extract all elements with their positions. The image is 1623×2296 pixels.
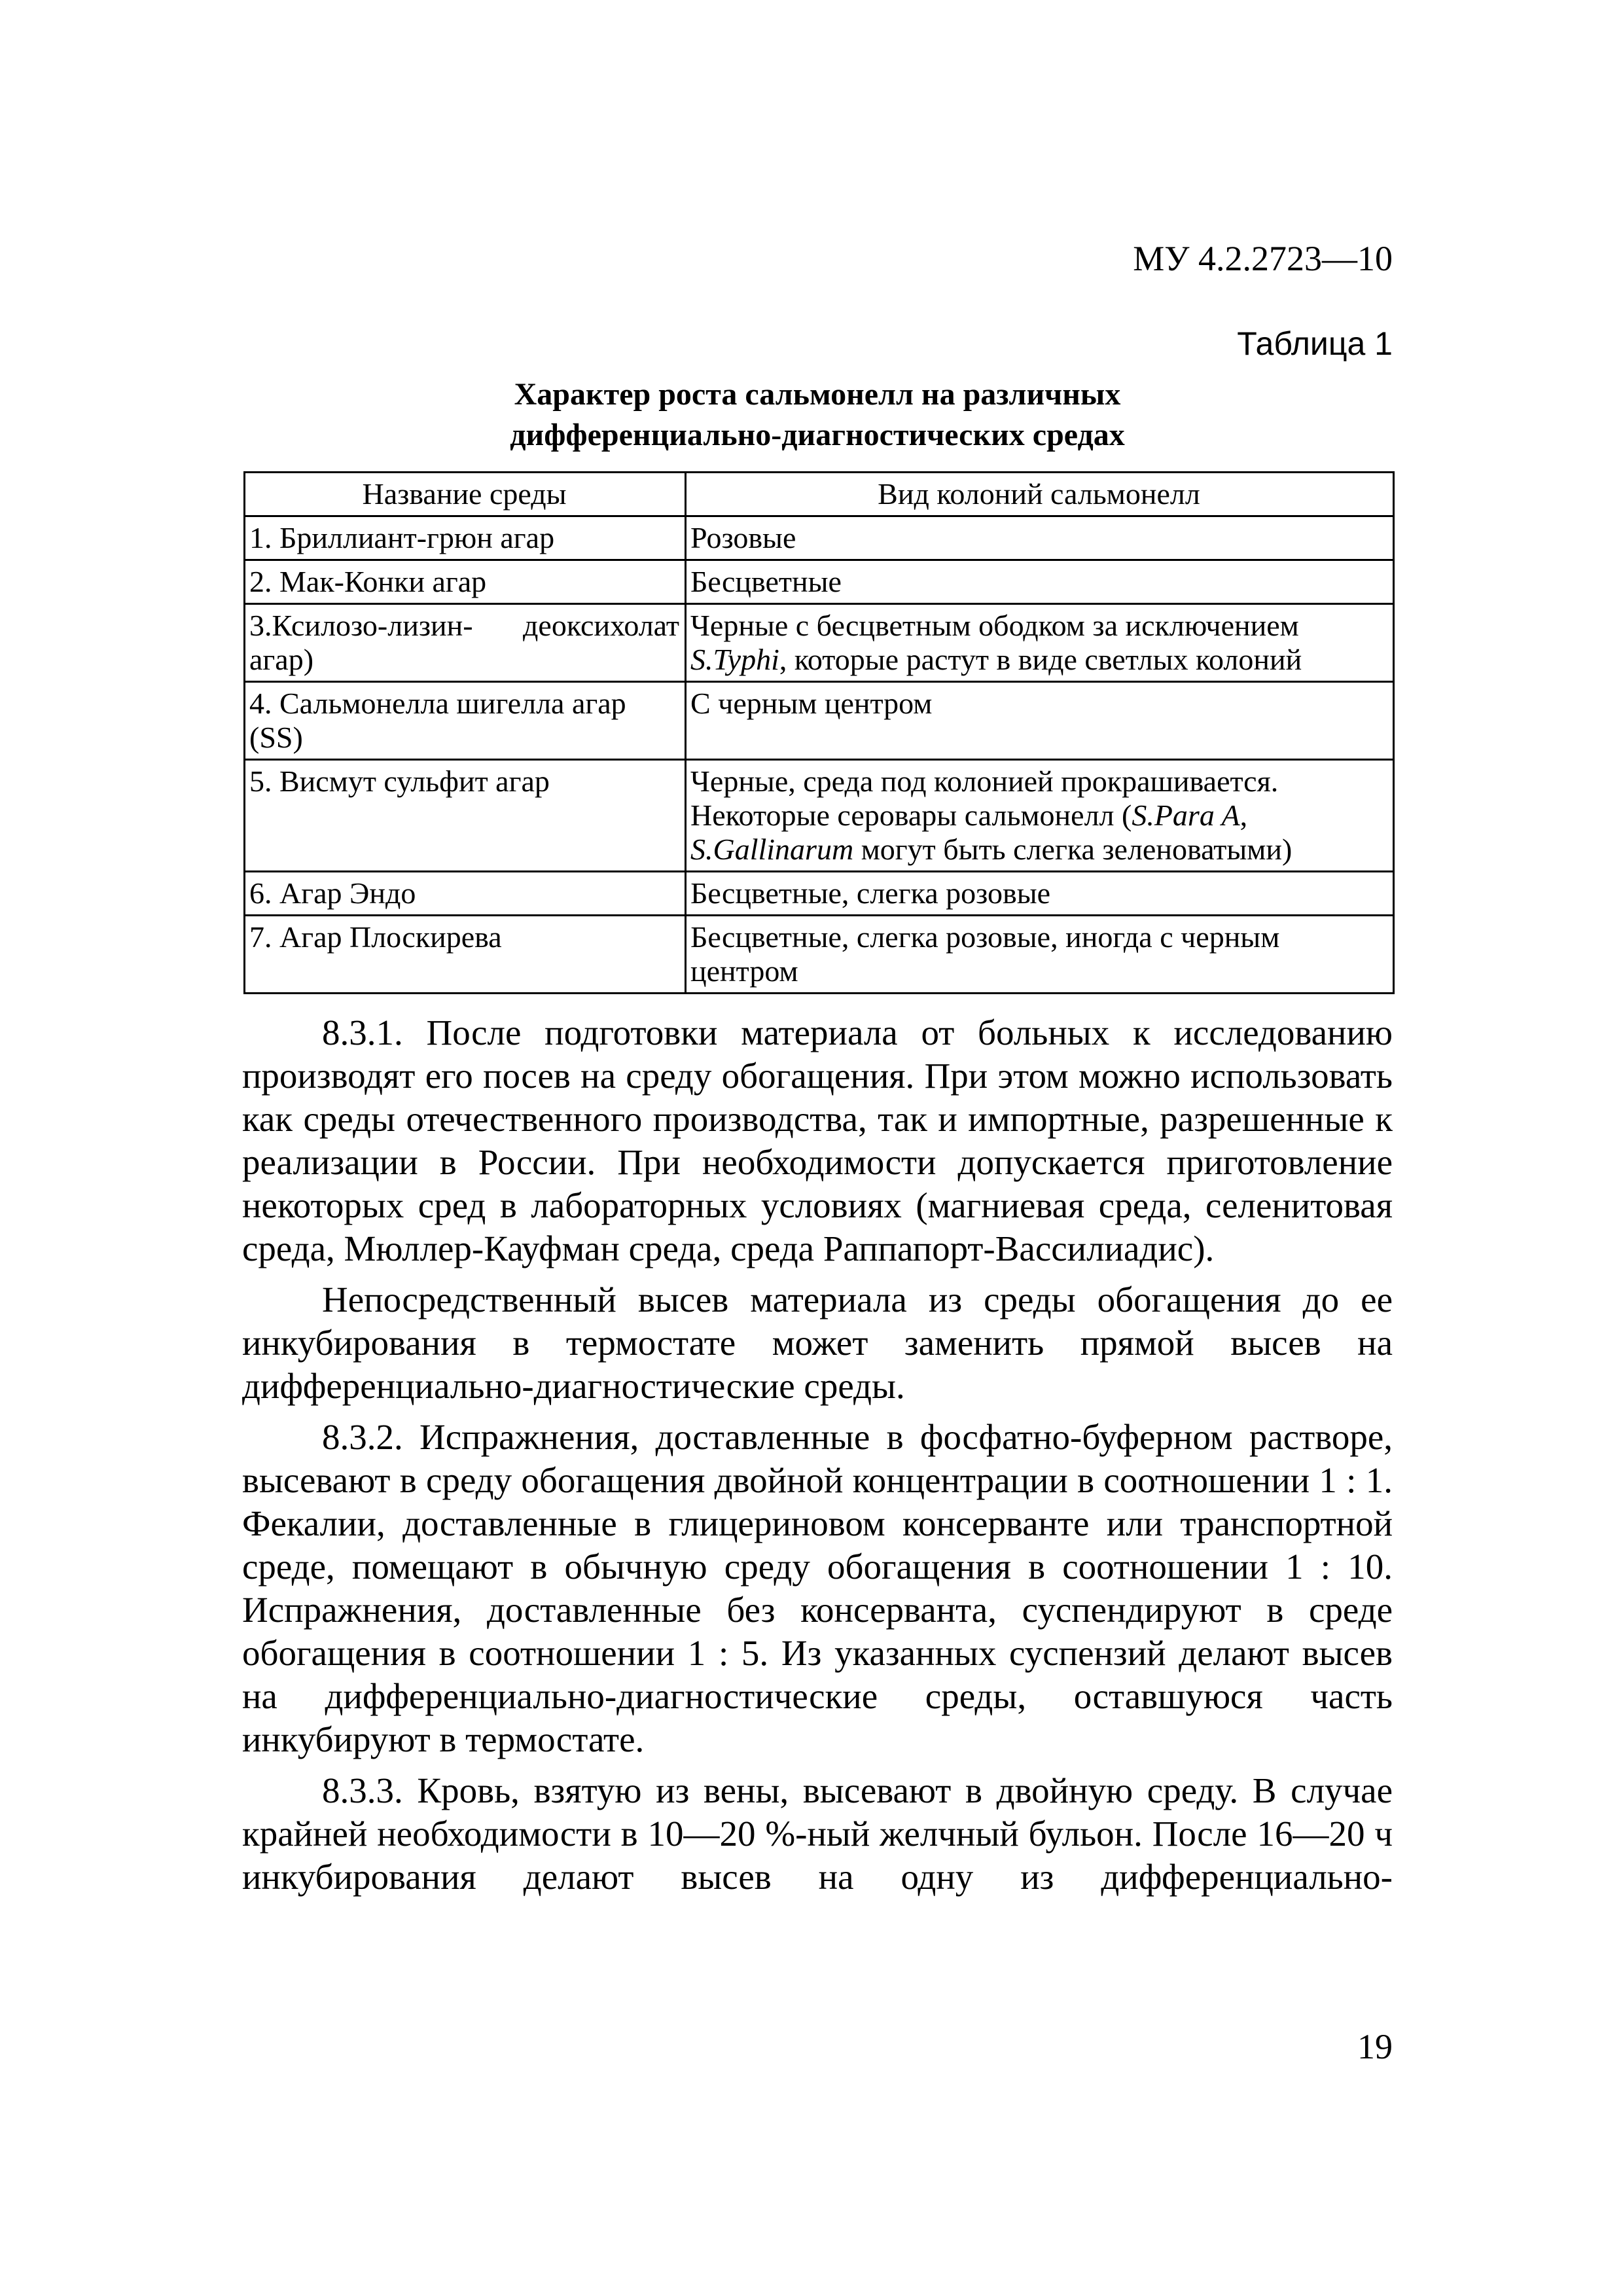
paragraph: Непосредственный высев материала из среды обогащения до ее инкубирования в термостате может заменить прямой высев на дифференциально-диагностические среды.	[242, 1280, 1393, 1406]
table-row	[245, 516, 1394, 560]
body-text	[242, 1011, 1393, 1907]
colonies-cell	[686, 760, 1394, 872]
media-table	[243, 471, 1395, 994]
paragraph: 8.3.1. После подготовки материала от больных к исследованию производят его посев на среду обогащения. При этом можно использовать как среды отечественного производства, так и импортные, разрешенные к реализации в России. При необходимости допускается приготовление некоторых сред в лабораторных условиях (магниевая среда, селенитовая среда, Мюллер-Кауфман среда, среда Раппапорт-Вассилиадис).	[242, 1013, 1393, 1268]
paragraph: 8.3.2. Испражнения, доставленные в фосфатно-буферном растворе, высевают в среду обогащения двойной концентрации в соотношении 1 : 1. Фекалии, доставленные в глицериновом консерванте или транспортной среде, помещают в обычную среду обогащения в соотношении 1 : 10. Испражнения, доставленные без консерванта, суспендируют в среде обогащения в соотношении 1 : 5. Из указанных суспензий делают высев на дифференциально-диагностические среды, оставшуюся часть инкубируют в термостате.	[242, 1417, 1393, 1759]
table-row	[245, 872, 1394, 916]
medium-cell	[245, 604, 686, 682]
table-row	[245, 560, 1394, 604]
medium-cell: 1. Бриллиант-грюн агар	[245, 516, 686, 560]
medium-cell: 5. Висмут сульфит агар	[245, 760, 686, 872]
table-header-row	[245, 473, 1394, 516]
table-row	[245, 604, 1394, 682]
table-title-line-1: Характер роста сальмонелл на различных	[514, 377, 1121, 412]
colonies-text: Черные с бесцветным ободком за исключением	[690, 609, 1299, 642]
medium-cell: 4. Сальмонелла шигелла агар (SS)	[245, 682, 686, 760]
colonies-text-mid: ,	[1240, 798, 1248, 832]
document-code: МУ 4.2.2723—10	[1133, 239, 1393, 278]
column-header-colonies: Вид колоний сальмонелл	[686, 473, 1394, 516]
page-number: 19	[1357, 2027, 1393, 2066]
serovar-name: S.Typhi	[690, 643, 779, 676]
table-row	[245, 916, 1394, 994]
table-title	[242, 374, 1393, 456]
colonies-cell: Бесцветные, слегка розовые, иногда с черным центром	[686, 916, 1394, 994]
medium-cell: 7. Агар Плоскирева	[245, 916, 686, 994]
colonies-cell	[686, 604, 1394, 682]
table-row	[245, 760, 1394, 872]
colonies-cell: С черным центром	[686, 682, 1394, 760]
colonies-text-tail: могут быть слегка зеленоватыми)	[853, 833, 1293, 866]
paragraph: 8.3.3. Кровь, взятую из вены, высевают в двойную среду. В случае крайней необходимости в 10—20 %-ный желчный бульон. После 16—20 ч инкубирования делают высев на одну из дифференциально-	[242, 1770, 1393, 1897]
table-label: Таблица 1	[1237, 325, 1393, 362]
colonies-text: Черные, среда под колонией прокрашивается. Некоторые серовары сальмонелл (	[690, 764, 1279, 832]
colonies-cell: Бесцветные	[686, 560, 1394, 604]
column-header-medium: Название среды	[245, 473, 686, 516]
medium-cell: 2. Мак-Конки агар	[245, 560, 686, 604]
colonies-cell: Бесцветные, слегка розовые	[686, 872, 1394, 916]
colonies-cell: Розовые	[686, 516, 1394, 560]
medium-cell: 6. Агар Эндо	[245, 872, 686, 916]
table-row	[245, 682, 1394, 760]
medium-cell-text: 3.Ксилозо-лизин- деоксихолат агар)	[249, 609, 679, 676]
colonies-text-tail: , которые растут в виде светлых колоний	[779, 643, 1302, 676]
serovar-name: S.Para A	[1132, 798, 1240, 832]
table-title-line-2: дифференциально-диагностических средах	[510, 418, 1125, 452]
serovar-name: S.Gallinarum	[690, 833, 854, 866]
